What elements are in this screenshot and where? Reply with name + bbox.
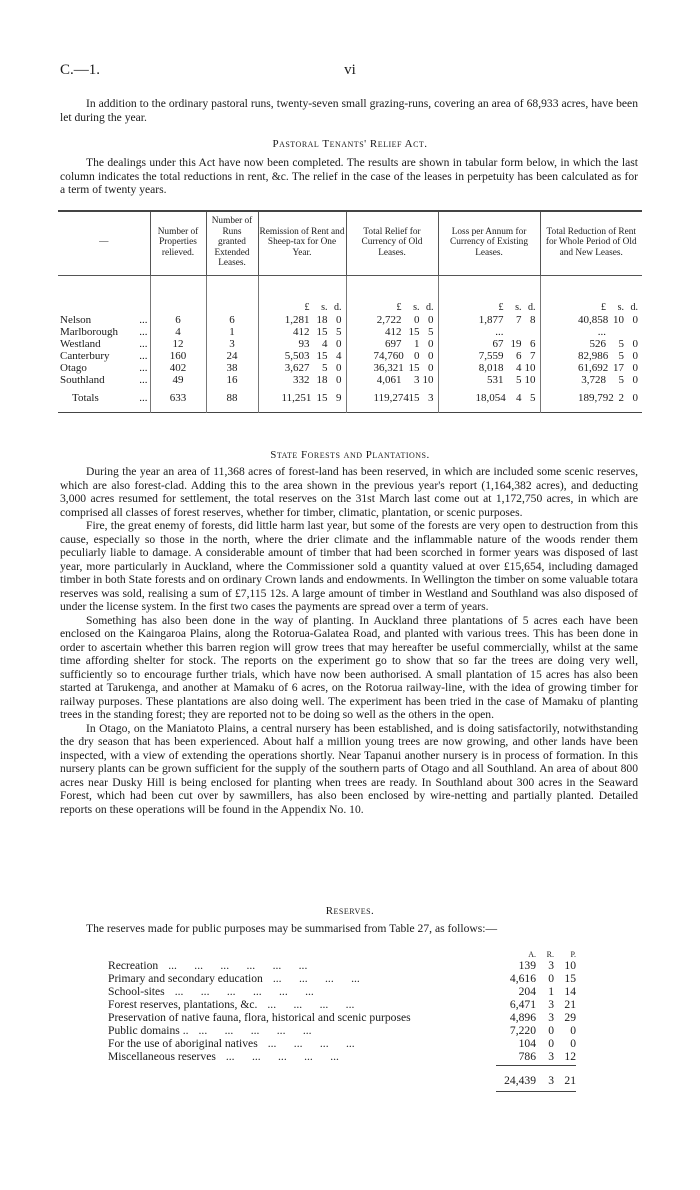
reserve-acres: 204 [518,985,536,998]
money-cell: 2,722 0 0 [346,314,438,326]
page-reference: C.—1. [60,62,101,78]
reserve-label: Miscellaneous reserves ... ... ... ... ... [108,1050,339,1063]
reserve-acres: 786 [518,1050,536,1063]
district-cell: Otago ... [60,361,148,374]
list-item [108,1011,628,1024]
properties-cell: 6 [150,314,206,326]
money-cell: 7,559 6 7 [438,350,540,362]
properties-cell: 633 [150,386,206,413]
money-cell: 119,27415 3 [346,386,438,413]
table-row [58,350,642,362]
units-row [58,275,642,314]
list-item [108,985,628,998]
list-item [108,1050,628,1063]
totals-row [58,386,642,413]
reserve-label: Recreation ... ... ... ... ... ... [108,959,308,972]
money-cell: 74,760 0 0 [346,350,438,362]
properties-cell: 160 [150,350,206,362]
unit-roods: R. [546,950,554,959]
table-row [58,362,642,374]
header-district: — [58,211,150,275]
reserve-label: Primary and secondary education ... ... ... ... [108,972,360,985]
money-units: £ s. d. [346,275,438,314]
money-cell: 531 5 10 [438,374,540,386]
money-cell: 61,692 17 0 [540,362,642,374]
money-cell: 67 19 6 [438,338,540,350]
money-cell: ... [540,326,642,338]
reserve-roods: 0 [548,1024,554,1037]
reserves-items [108,959,628,1063]
district-cell: Westland ... [60,337,148,350]
money-cell: 1,281 18 0 [258,314,346,326]
money-cell: 697 1 0 [346,338,438,350]
total-perches: 21 [564,1074,576,1087]
reserve-acres: 4,896 [509,1011,536,1024]
list-item [108,1037,628,1050]
money-cell: 3,728 5 0 [540,374,642,386]
runs-cell: 38 [206,362,258,374]
money-units: £ s. d. [438,275,540,314]
reserve-acres: 6,471 [509,998,536,1011]
reserve-perches: 21 [564,998,576,1011]
reserve-roods: 0 [548,1037,554,1050]
district-cell: Marlborough ... [60,325,148,338]
reserves-list [108,950,628,1087]
money-cell: 412 15 5 [346,326,438,338]
table-row [58,326,642,338]
reserve-roods: 0 [548,972,554,985]
forests-paragraph: During the year an area of 11,368 acres of forest-land has been reserved, in which are included some scenic reserves, which are also forest-clad. Adding this to the area shown in the previous year's report (1,164,382 acres), and deducting 3,000 acres resumed for settlement, the total reserves on the 31st March last come out at 1,172,750 acres, in which are comprised all classes of forest reserves, whether for timber, climatic, plantation, or scenic purposes. [60,465,638,519]
total-rule-top [496,1065,576,1066]
money-cell: 36,321 15 0 [346,362,438,374]
header-loss: Loss per Annum for Currency of Existing Leases. [438,211,540,275]
reserve-label: School-sites ... ... ... ... ... ... [108,985,314,998]
list-item [108,998,628,1011]
properties-cell: 402 [150,362,206,374]
runs-cell: 3 [206,338,258,350]
district-cell: Totals ... [72,391,148,404]
forests-text [0,465,700,816]
district-cell: Nelson ... [60,313,148,326]
reserve-acres: 7,220 [509,1024,536,1037]
section-heading-reserves: Reserves. [325,905,375,917]
reserve-label: For the use of aboriginal natives ... ... ... ... [108,1037,355,1050]
runs-cell: 88 [206,386,258,413]
forests-paragraph: In Otago, on the Maniatoto Plains, a central nursery has been established, and is doing satisfactorily, notwithstanding the dry season that has been experienced. About half a million young trees are now growing, and other lands have been inspected, with a view of extending the operations shortly. Near Tapanui another nursery is in process of formation. In this nursery plants can be grown sufficient for the supply of the southern parts of Otago and all Southland. An area of about 800 acres near Dusky Hill is being enclosed for planting when trees are ready. In Southland about 300 acres in the Seaward Forest, which had been cut over by sawmillers, has also been enclosed by wire-netting and partially planted. Detailed reports on these operations will be found in the Appendix No. 10. [60,721,638,816]
intro-paragraph: In addition to the ordinary pastoral runs, twenty-seven small grazing-runs, covering an area of 68,933 acres, have been let during the year. [60,97,638,124]
header-relief: Total Relief for Currency of Old Leases. [346,211,438,275]
reserve-perches: 15 [564,972,576,985]
reserves-intro: The reserves made for public purposes may be summarised from Table 27, as follows:— [86,922,498,935]
page-number: vi [344,62,356,78]
runs-cell: 6 [206,314,258,326]
unit-perches: P. [570,950,576,959]
reserve-roods: 3 [548,1011,554,1024]
reserve-perches: 10 [564,959,576,972]
money-cell: 4,061 3 10 [346,374,438,386]
relief-table-header-row [58,211,642,275]
table-row [58,374,642,386]
money-units: £ s. d. [540,275,642,314]
runs-cell: 16 [206,374,258,386]
money-cell: 526 5 0 [540,338,642,350]
relief-act-paragraph: The dealings under this Act have now been completed. The results are shown in tabular form below, in which the last column indicates the total reductions in rent, &c. The relief in the case of the leases in perpetuity has been calculated as for a term of twenty years. [60,156,638,196]
reserve-acres: 4,616 [509,972,536,985]
reserve-perches: 12 [564,1050,576,1063]
money-units: £ s. d. [258,275,346,314]
header-remission: Remission of Rent and Sheep-tax for One Year. [258,211,346,275]
forests-paragraph: Fire, the great enemy of forests, did little harm last year, but some of the forests are very open to destruction from this cause, especially so those in the north, where the drier climate and the inflammable nature of the woods render them peculiarly liable to damage. A considerable amount of timber that had been scorched in former years was disposed of last year, more particularly in Auckland, where the Commissioner sold a quantity valued at over £15,654, including damaged timber in both State forests and on ordinary Crown lands and endowments. In Wellington the timber on some valuable totara reserves was sold, realising a sum of £7,115 12s. A large amount of timber in Westland and Southland was also disposed of under the license system. In the first two cases the payments are spread over a term of years. [60,519,638,613]
money-cell: 412 15 5 [258,326,346,338]
money-cell: 18,054 4 5 [438,386,540,413]
list-item [108,959,628,972]
reserve-perches: 0 [570,1037,576,1050]
reserve-label: Public domains .. ... ... ... ... ... [108,1024,312,1037]
reserves-units-row [108,950,628,959]
header-properties: Number of Properties relieved. [150,211,206,275]
unit-acres: A. [528,950,536,959]
reserve-perches: 29 [564,1011,576,1024]
table-row [58,314,642,326]
reserve-roods: 3 [548,959,554,972]
money-cell: 3,627 5 0 [258,362,346,374]
relief-table-body [58,275,642,412]
reserve-perches: 0 [570,1024,576,1037]
reserve-label: Forest reserves, plantations, &c. ... ... ... ... [108,998,355,1011]
properties-cell: 49 [150,374,206,386]
runs-cell: 24 [206,350,258,362]
money-cell: 40,858 10 0 [540,314,642,326]
district-cell: Canterbury ... [60,349,148,362]
header-runs: Number of Runs granted Extended Leases. [206,211,258,275]
list-item [108,972,628,985]
header-reduction: Total Reduction of Rent for Whole Period of Old and New Leases. [540,211,642,275]
district-cell: Southland ... [60,373,148,386]
properties-cell: 12 [150,338,206,350]
money-cell: 11,251 15 9 [258,386,346,413]
total-rule-bottom [496,1091,576,1092]
reserves-total-row [108,1074,628,1087]
reserve-perches: 14 [564,985,576,998]
section-heading-relief-act: Pastoral Tenants' Relief Act. [272,138,428,150]
relief-table [58,210,642,413]
reserve-roods: 3 [548,1050,554,1063]
reserve-acres: 104 [518,1037,536,1050]
reserve-roods: 3 [548,998,554,1011]
properties-cell: 4 [150,326,206,338]
total-acres: 24,439 [504,1074,536,1087]
money-cell: 5,503 15 4 [258,350,346,362]
money-cell: 332 18 0 [258,374,346,386]
table-row [58,338,642,350]
section-heading-forests: State Forests and Plantations. [270,449,430,461]
list-item [108,1024,628,1037]
total-roods: 3 [548,1074,554,1087]
money-cell: ... [438,326,540,338]
money-cell: 8,018 4 10 [438,362,540,374]
reserve-label: Preservation of native fauna, flora, historical and scenic purposes [108,1011,411,1024]
reserve-roods: 1 [548,985,554,998]
money-cell: 93 4 0 [258,338,346,350]
money-cell: 82,986 5 0 [540,350,642,362]
reserve-acres: 139 [518,959,536,972]
runs-cell: 1 [206,326,258,338]
forests-paragraph: Something has also been done in the way of planting. In Auckland three plantations of 5 acres each have been enclosed on the Kaingaroa Plains, along the Rotorua-Galatea Road, and planted with various trees. This has been done in order to ascertain whether this barren region will grow trees that may hereafter be useful commercially, whilst at the same time affording shelter for stock. The reports on the experiment go to show that so far the trees are doing very well, sufficiently so to encourage further trials, which have now been authorised. A small plantation of 15 acres has also been started at Tarukenga, and another at Mamaku of 6 acres, on the Rotorua railway-line, with the idea of growing timber for railway purposes. These plantations are also doing well. The experiment has been tried in the case of Mamaku of planting trees in the standing forest; they are reported not to be doing so well as the others in the open. [60,613,638,721]
money-cell: 1,877 7 8 [438,314,540,326]
money-cell: 189,792 2 0 [540,386,642,413]
